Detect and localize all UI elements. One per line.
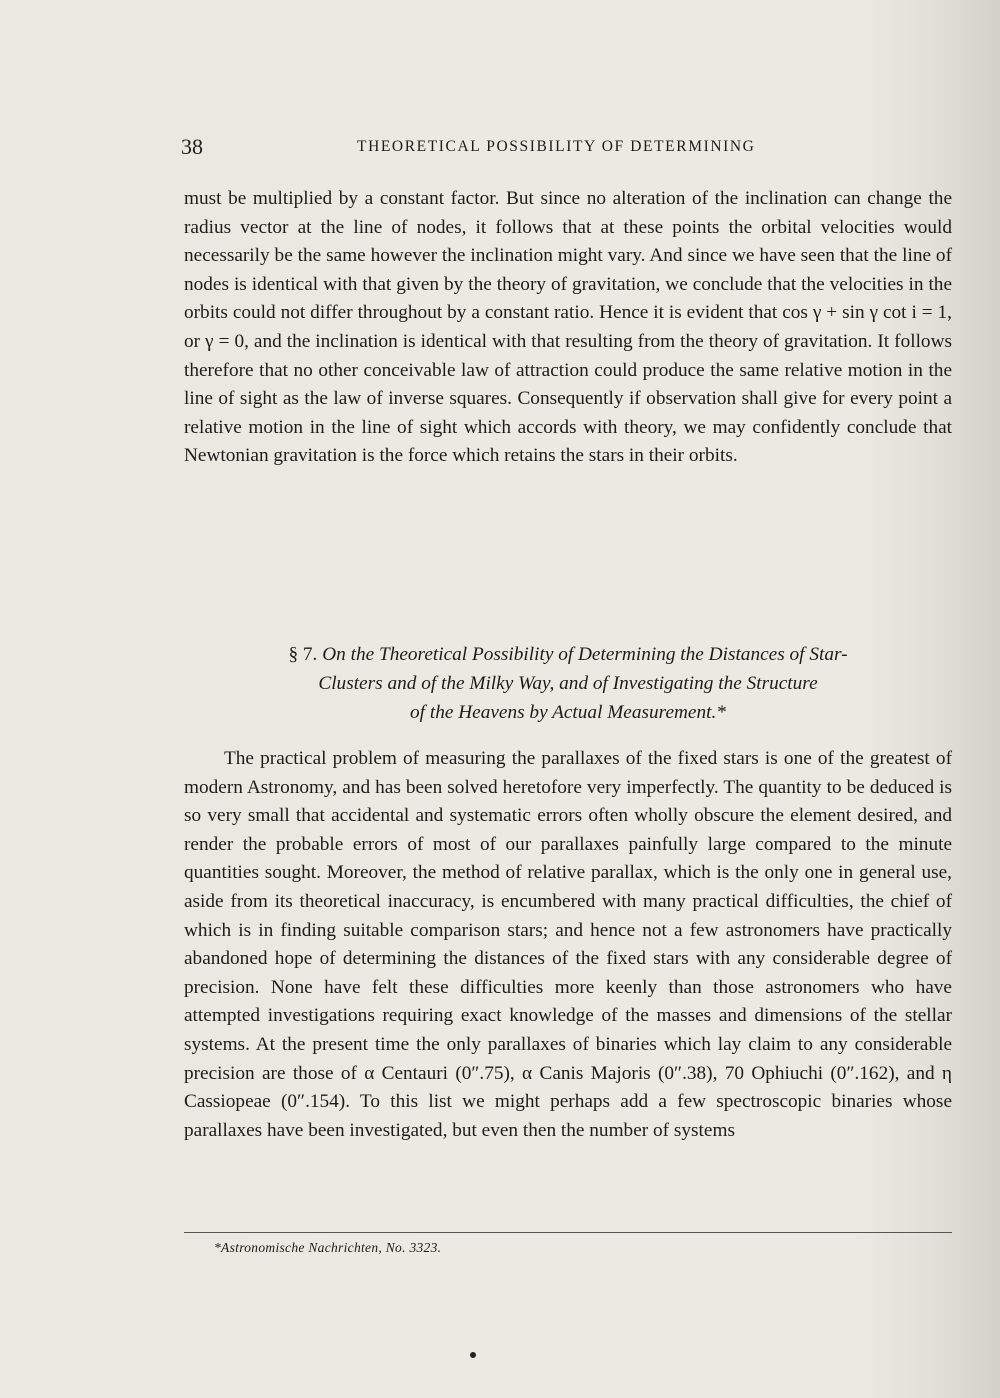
section-heading-line-2 <box>184 669 952 698</box>
footnote <box>214 1240 441 1256</box>
footnote-text: *Astronomische Nachrichten, No. 3323. <box>214 1240 442 1255</box>
footnote-rule <box>184 1232 952 1233</box>
section-heading-line-3 <box>184 698 952 727</box>
paragraph-2-text: The practical problem of measuring the parallaxes of the fixed stars is one of the greatest of modern Astronomy, and has been solved heretofore very imperfectly. The quantity to be deduced is so very small that accidental and systematic errors often wholly obscure the element desired, and render the probable errors of most of our parallaxes painfully large compared to the minute quantities sought. Moreover, the method of relative parallax, which is the only one in general use, aside from its theoretical inaccuracy, is encumbered with many practical difficulties, the chief of which is in finding suitable comparison stars; and hence not a few astronomers have practically abandoned hope of determining the distances of the fixed stars with any considerable degree of precision. None have felt these difficulties more keenly than those astronomers who have attempted investigations requiring exact knowledge of the masses and dimensions of the stellar systems. At the present time the only parallaxes of binaries which lay claim to any considerable precision are those of α Centauri (0″.75), α Canis Majoris (0″.38), 70 Ophiuchi (0″.162), and η Cassiopeae (0″.154). To this list we might perhaps add a few spectroscopic binaries whose parallaxes have been investigated, but even then the number of systems <box>184 748 952 1141</box>
section-title-line-1: On the Theoretical Possibility of Determining the Distances of Star- <box>322 644 848 665</box>
paragraph-1-text: must be multiplied by a constant factor. But since no alteration of the inclination can change the radius vector at the line of nodes, it follows that at these points the orbital velocities would necessarily be the same however the inclination might vary. And since we have seen that the line of nodes is identical with that given by the theory of gravitation, we conclude that the velocities in the orbits could not differ throughout by a constant ratio. Hence it is evident that cos γ + sin γ cot i = 1, or γ = 0, and the inclination is identical with that resulting from the theory of gravitation. It follows therefore that no other conceivable law of attraction could produce the same relative motion in the line of sight as the law of inverse squares. Consequently if observation shall give for every point a relative motion in the line of sight which accords with theory, we may confidently conclude that Newtonian gravitation is the force which retains the stars in their orbits. <box>184 188 952 467</box>
page-header <box>181 134 951 164</box>
section-title-line-2: Clusters and of the Milky Way, and of Investigating the Structure <box>318 673 818 694</box>
paragraph-1 <box>184 185 952 471</box>
running-title: THEORETICAL POSSIBILITY OF DETERMINING <box>357 138 756 155</box>
section-title-line-3: of the Heavens by Actual Measurement.* <box>410 702 726 723</box>
ink-dot <box>470 1352 476 1358</box>
section-heading-line-1 <box>184 640 952 669</box>
paragraph-2 <box>184 745 952 1145</box>
section-heading <box>184 640 952 727</box>
section-number: § 7. <box>288 644 318 665</box>
page-number: 38 <box>181 134 203 159</box>
